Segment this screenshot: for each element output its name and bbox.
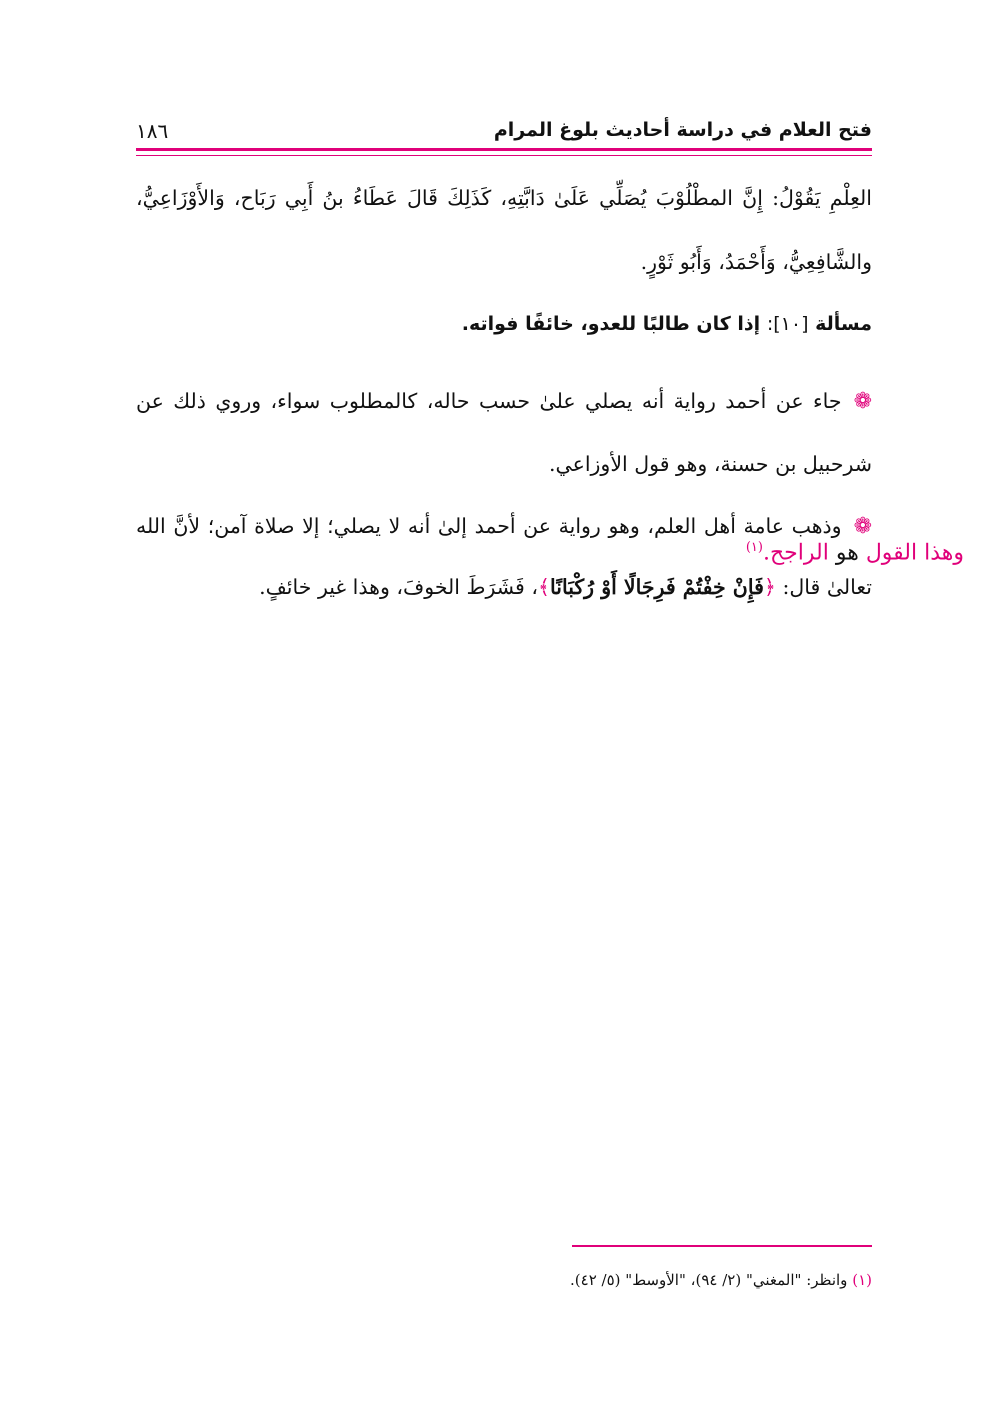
issue-label: مسألة [815, 313, 872, 335]
conclusion-part1: وهذا القول [865, 540, 964, 566]
header-rule-thin [136, 155, 872, 156]
footnote-mark: (١) [852, 1271, 872, 1289]
paragraph-continuation: العِلْمِ يَقُوْلُ: إِنَّ المطْلُوْبَ يُصَلِّي عَلَىٰ دَابَّتِهِ، كَذَلِكَ قَالَ عَطَاءُ بنُ أَبِي رَبَاح، وَالأَوْزَاعِيُّ، والشَّافِعِيُّ، وَأَحْمَدُ، وَأَبُو ثَوْرٍ. [136, 186, 872, 274]
preferred-opinion [746, 528, 964, 573]
footnote-reference: (١) [745, 540, 763, 555]
issue-heading [136, 306, 872, 342]
flower-bullet-icon: ❁ [853, 389, 872, 414]
quran-bracket-close: ﴾ [538, 575, 551, 599]
page-number: ١٨٦ [136, 119, 169, 143]
flower-bullet-icon: ❁ [853, 514, 872, 539]
issue-number: [١٠]: [766, 313, 809, 335]
quran-bracket-open: ﴿ [763, 575, 776, 599]
issue-title: إذا كان طالبًا للعدو، خائفًا فواته. [461, 313, 761, 335]
running-header [136, 116, 872, 146]
footnote-separator [572, 1245, 872, 1247]
paragraph-ahmad-narration [136, 370, 872, 496]
conclusion-part3: الراجح. [762, 540, 829, 566]
quran-verse: فَإِنْ خِفْتُمْ فَرِجَالًا أَوْ رُكْبَانًا [550, 575, 764, 599]
conclusion-part2: هو [835, 540, 859, 566]
header-rule-thick [136, 148, 872, 151]
footnote-text: وانظر: "المغني" (٢/ ٩٤)، "الأوسط" (٥/ ٤٢). [570, 1271, 848, 1289]
paragraph-text: وذهب عامة أهل العلم، وهو رواية عن أحمد إلىٰ أنه لا يصلي؛ إلا صلاة آمن؛ لأنَّ الله تعالىٰ قال: [136, 514, 872, 599]
paragraph-text-end: ، فَشَرَطَ الخوفَ، وهذا غير خائفٍ. [259, 575, 538, 599]
footnote [570, 1266, 872, 1294]
book-title: فتح العلام في دراسة أحاديث بلوغ المرام [493, 119, 872, 141]
paragraph-text: جاء عن أحمد رواية أنه يصلي علىٰ حسب حاله، كالمطلوب سواء، وروي ذلك عن شرحبيل بن حسنة، وهو قول الأوزاعي. [136, 389, 872, 476]
